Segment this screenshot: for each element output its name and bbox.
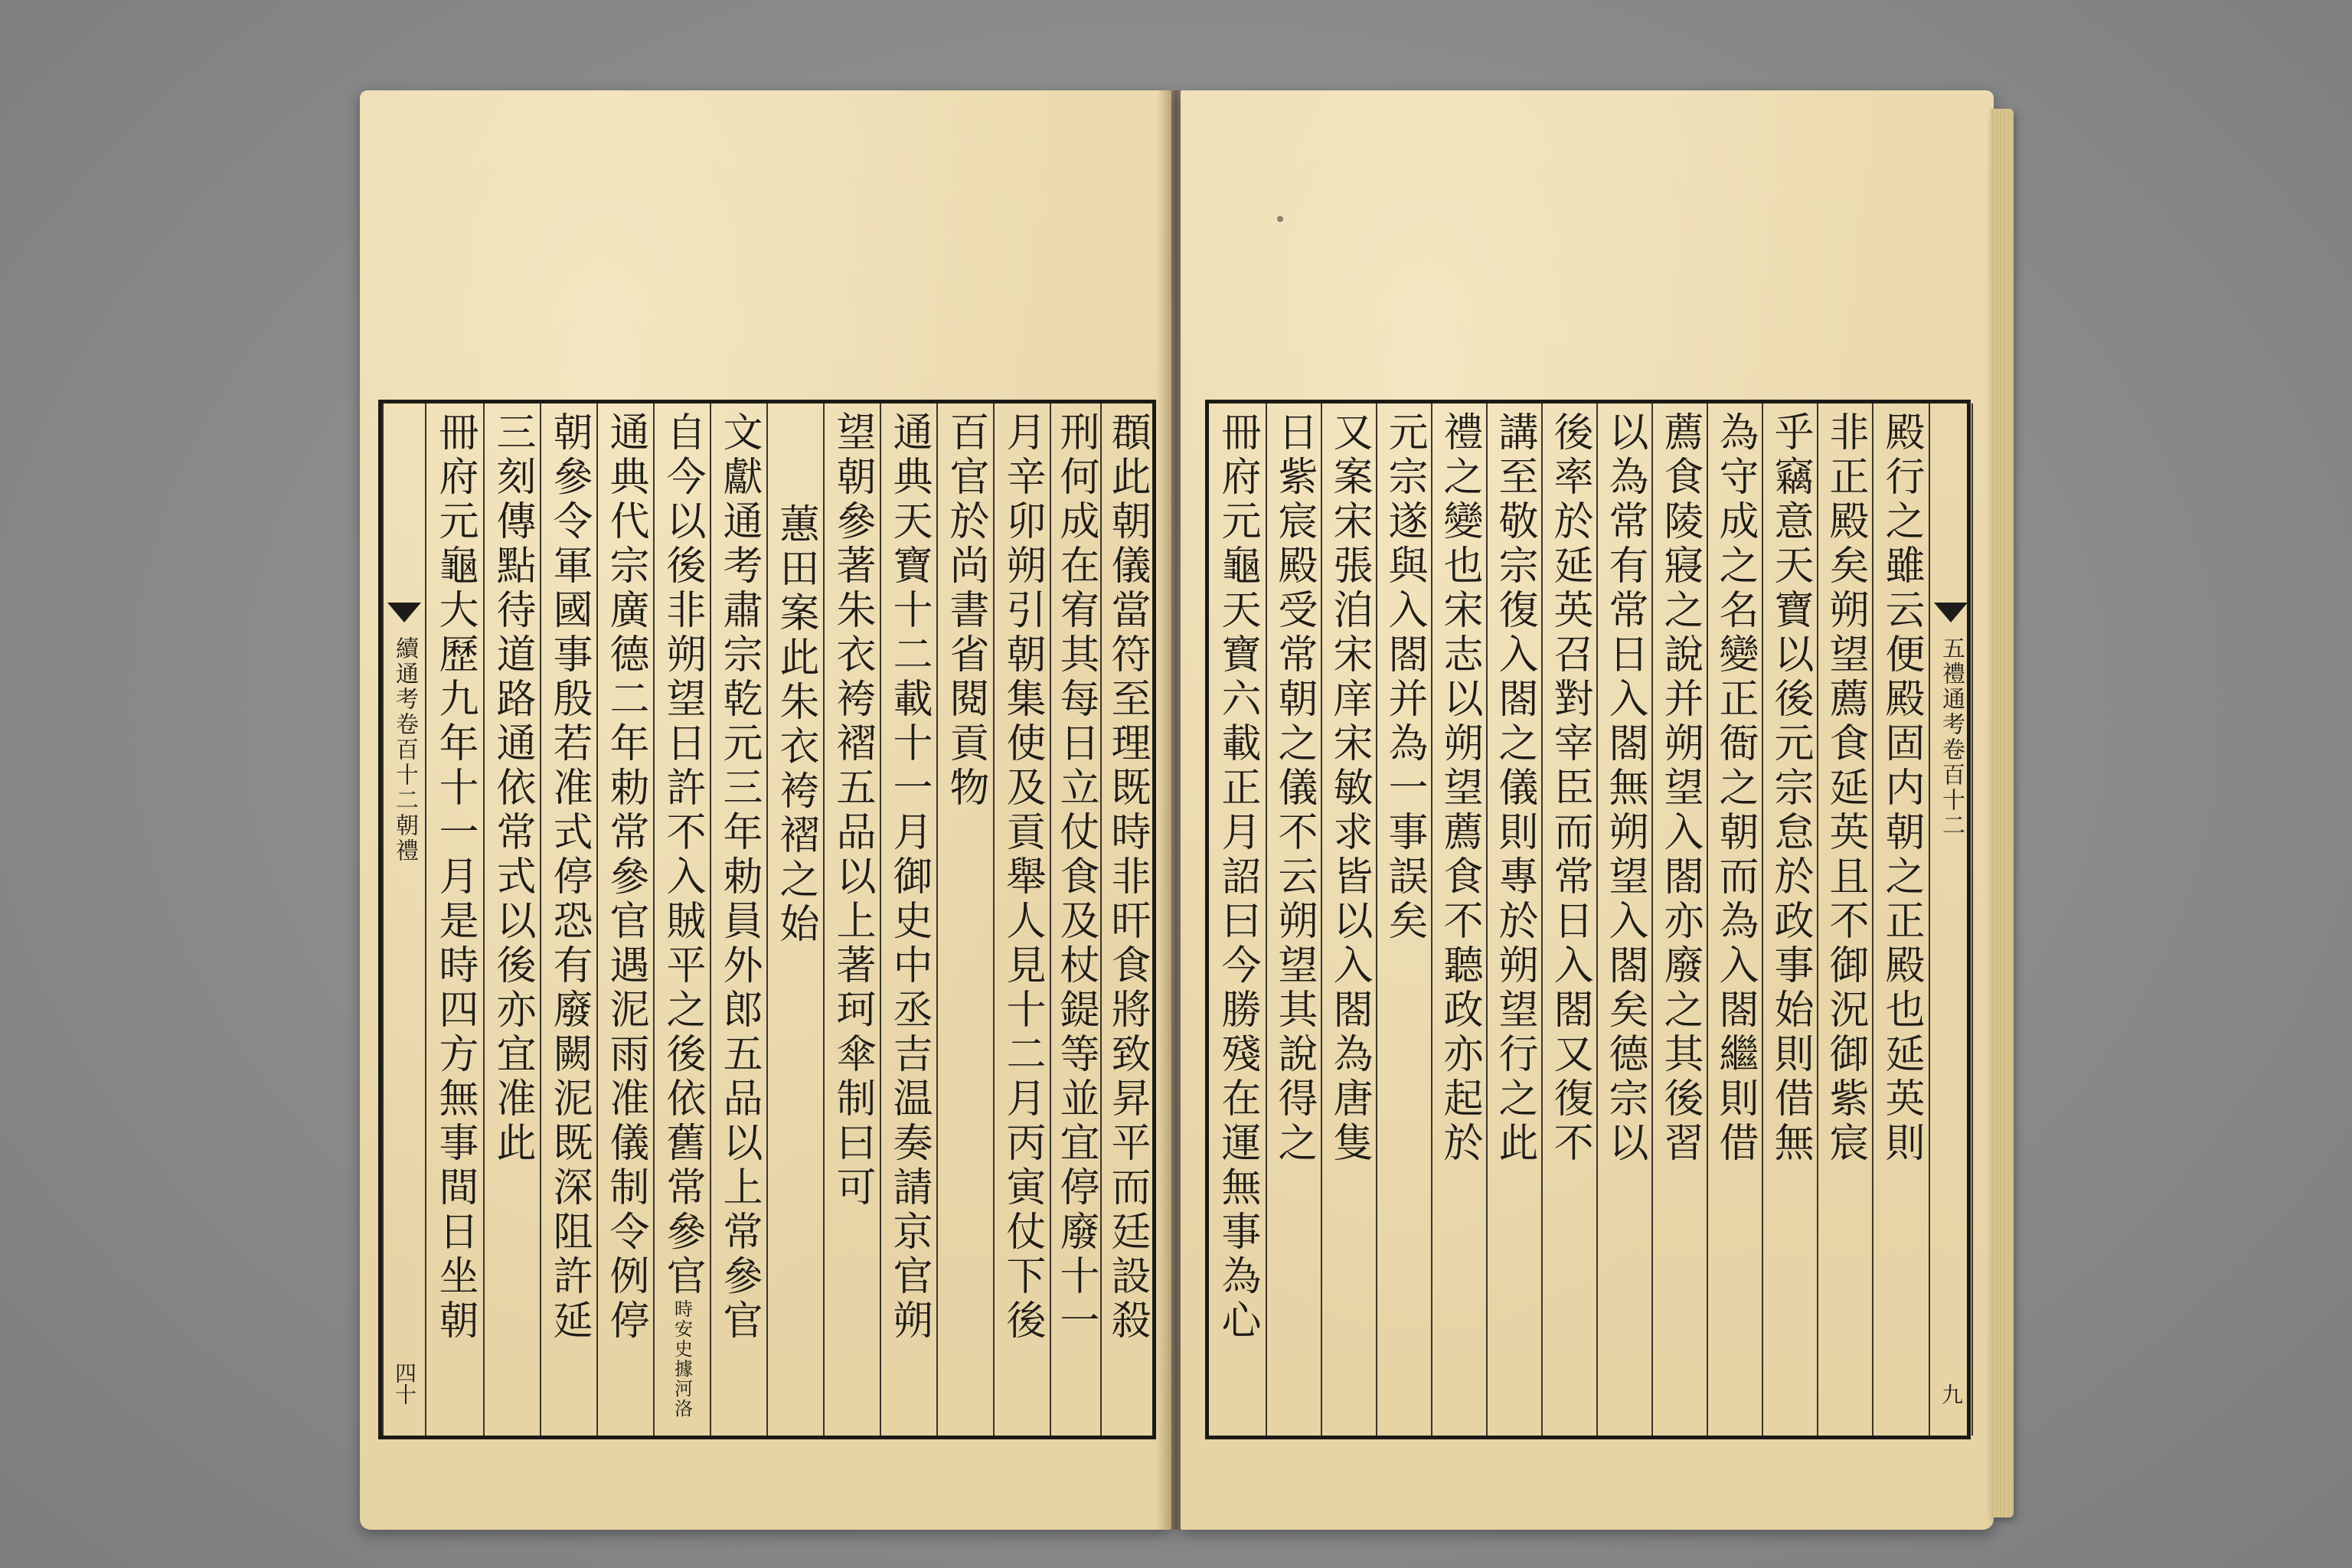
fish-tail-mark-icon: [387, 603, 421, 622]
left-column-6: 文獻通考肅宗乾元三年勅員外郎五品以上常參官: [710, 403, 766, 1436]
right-column-3: 又案宋張洎宋庠宋敏求皆以入閤為唐隻: [1321, 403, 1376, 1436]
left-column-10: 百官於尚書省閱貢物: [936, 403, 993, 1436]
left-column-4: 通典代宗廣德二年勅常參官遇泥雨准儀制令例停: [596, 403, 653, 1436]
right-column-13: 殿行之雖云便殿固内朝之正殿也延英則: [1872, 403, 1929, 1436]
right-column-7: 後率於延英召對宰臣而常日入閤又復不: [1541, 403, 1596, 1436]
left-page-margin: [382, 403, 426, 1436]
left-column-5: 自今以後非朔望日許不入賊平之後依舊常參官 時安史據河洛: [653, 403, 710, 1436]
right-column-8: 以為常有常日入閤無朔望入閤矣德宗以: [1596, 403, 1651, 1436]
left-column-1: 冊府元龜大歷九年十一月是時四方無事間日坐朝: [432, 411, 478, 1344]
right-column-4: 元宗遂與入閤并為一事誤矣: [1376, 403, 1431, 1436]
right-column-2: 日紫宸殿受常朝之儀不云朔望其說得之: [1266, 403, 1321, 1436]
page-stack-edge: [1991, 109, 2014, 1517]
left-column-2: 三刻傳點待道路通依常式以後亦宜准此: [483, 403, 540, 1436]
left-margin-title: 續通考卷百十二朝禮: [391, 636, 418, 864]
right-column-10: 為守成之名變正衙之朝而為入閤繼則借: [1707, 403, 1762, 1436]
left-text-frame: [378, 400, 1156, 1439]
right-page-number: 九: [1939, 1383, 1964, 1405]
left-column-12: 刑何成在宥其每日立仗食及杖鍉等並宜停廢十一: [1050, 403, 1100, 1436]
left-column-9: 通典天寶十二載十一月御史中丞吉温奏請京官朔: [880, 403, 936, 1436]
right-column-9: 薦食陵寢之說并朔望入閤亦廢之其後習: [1651, 403, 1707, 1436]
right-text-frame: [1205, 400, 1971, 1439]
left-page-number: 四十: [392, 1362, 417, 1405]
right-margin-title: 五禮通考卷百十二: [1938, 636, 1965, 838]
right-column-6: 講至敬宗復入閤之儀則專於朔望行之此: [1486, 403, 1541, 1436]
fish-tail-mark-icon: [1934, 603, 1968, 622]
left-page: [360, 90, 1171, 1530]
right-column-11: 乎竊意天寶以後元宗怠於政事始則借無: [1762, 403, 1817, 1436]
ink-speck: [1277, 216, 1283, 222]
left-column-11: 月辛卯朔引朝集使及貢舉人見十二月丙寅仗下後: [993, 403, 1050, 1436]
left-column-3: 朝參令軍國事殷若准式停恐有廢闕泥既深阻許延: [540, 403, 596, 1436]
right-page-margin: [1929, 403, 1973, 1436]
left-column-8: 望朝參著朱衣袴褶五品以上著珂傘制曰可: [823, 403, 880, 1436]
open-book: [360, 90, 1998, 1530]
right-column-1: 冊府元龜天寶六載正月詔曰今勝殘在運無事為心: [1214, 411, 1260, 1344]
right-column-12: 非正殿矣朔望薦食延英且不御況御紫宸: [1817, 403, 1872, 1436]
right-page: [1181, 90, 1994, 1530]
left-column-5-note: 時安史據河洛: [671, 1299, 693, 1419]
left-column-7: 蕙田案此朱衣袴褶之始: [766, 403, 823, 1436]
left-column-13: 頵此朝儀當符至理既時非旰食將致昇平而廷設殺: [1100, 403, 1152, 1436]
right-column-5: 禮之變也宋志以朔望薦食不聽政亦起於: [1431, 403, 1486, 1436]
